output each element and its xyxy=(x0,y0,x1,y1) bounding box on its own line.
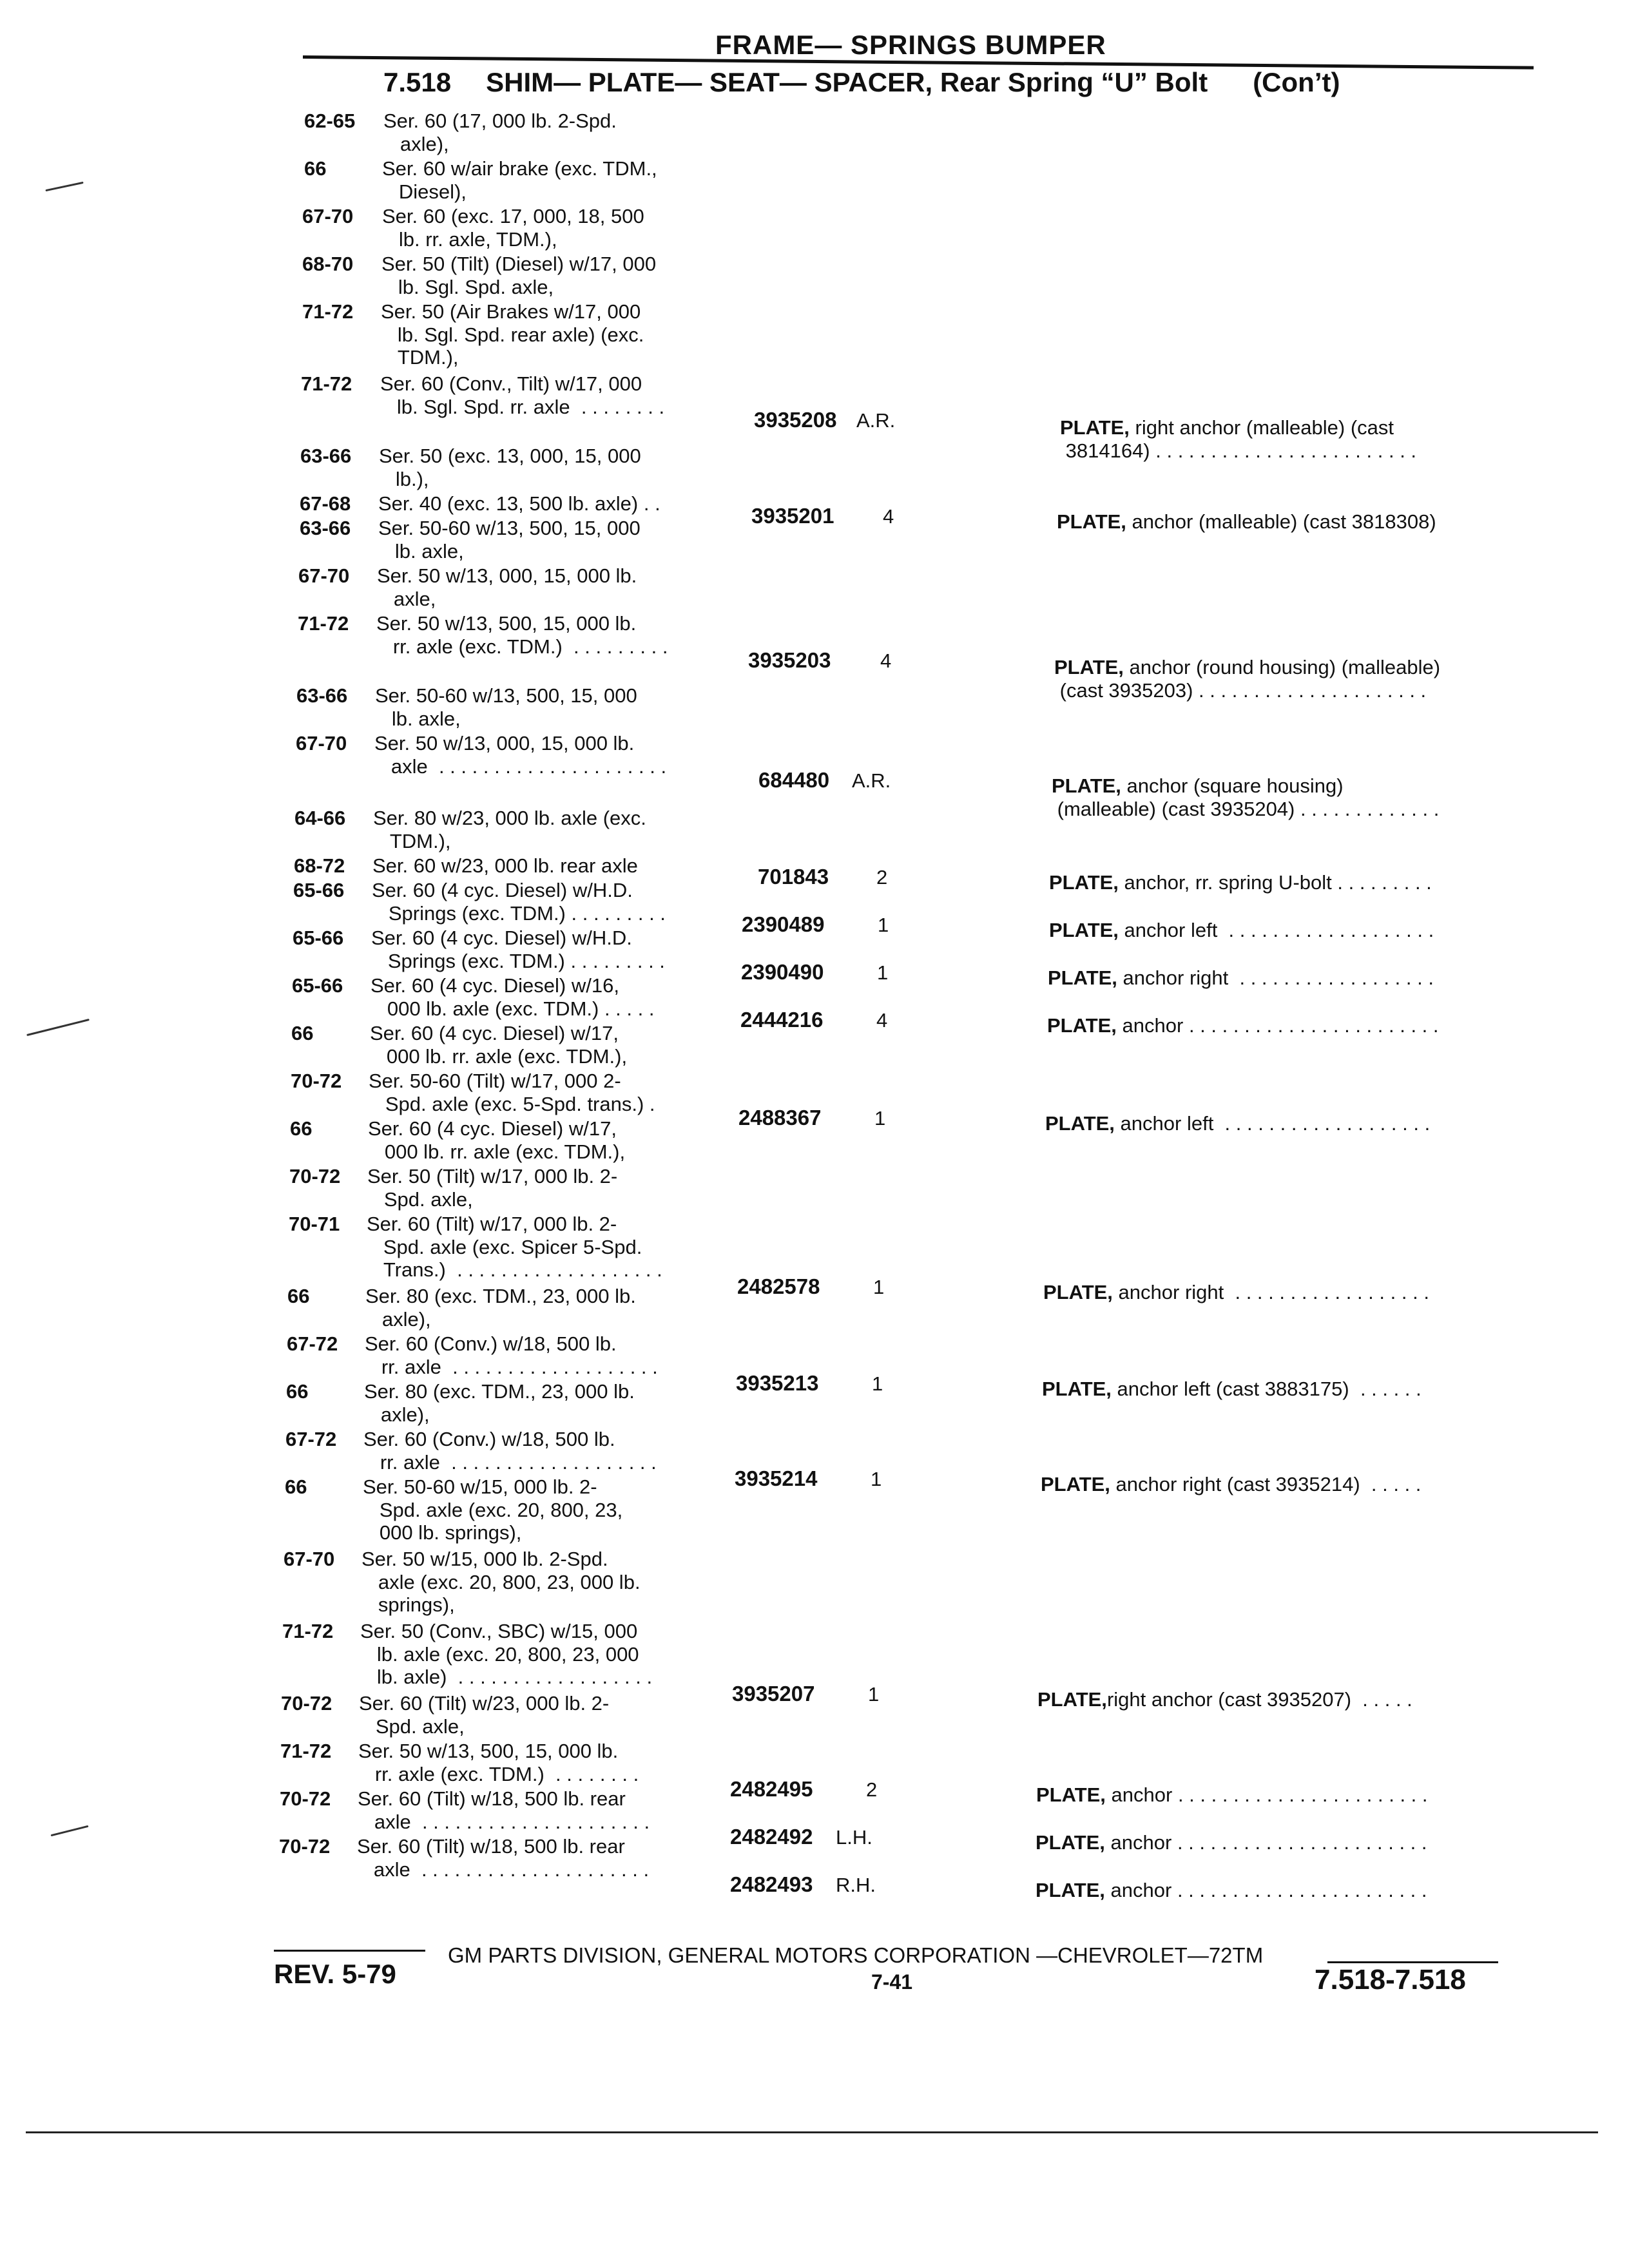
row-year: 66 xyxy=(285,1475,307,1498)
part-description: PLATE, anchor left . . . . . . . . . . . . . . . . . . . xyxy=(1049,919,1434,941)
footer-rule-right xyxy=(1327,1961,1498,1963)
row-year: 67-70 xyxy=(298,564,350,587)
part-description: PLATE, anchor right . . . . . . . . . . . . . . . . . . xyxy=(1043,1281,1429,1303)
part-quantity: 4 xyxy=(883,505,894,528)
row-year: 65-66 xyxy=(293,879,345,901)
footer-section-range: 7.518-7.518 xyxy=(1315,1964,1466,1995)
part-description: PLATE, anchor . . . . . . . . . . . . . . . . . . . . . . . xyxy=(1047,1014,1439,1037)
part-description: PLATE, anchor . . . . . . . . . . . . . . . . . . . . . . . xyxy=(1036,1879,1427,1901)
row-description: Ser. 50 w/13, 500, 15, 000 lb. rr. axle (exc. TDM.) . . . . . . . . . xyxy=(376,612,668,658)
row-year: 66 xyxy=(290,1117,313,1140)
part-number: 3935201 xyxy=(751,504,834,528)
row-year: 70-72 xyxy=(291,1070,342,1092)
row-description: Ser. 50 w/15, 000 lb. 2-Spd. axle (exc. 20, 800, 23, 000 lb. springs), xyxy=(361,1548,641,1616)
part-description: PLATE, anchor left (cast 3883175) . . . . . . xyxy=(1042,1378,1422,1400)
scan-edge-rule xyxy=(26,2131,1598,2133)
row-description: Ser. 60 (Tilt) w/23, 000 lb. 2- Spd. axle, xyxy=(359,1692,610,1738)
part-quantity: R.H. xyxy=(836,1874,876,1896)
row-description: Ser. 60 (4 cyc. Diesel) w/16, 000 lb. axle (exc. TDM.) . . . . . xyxy=(371,974,655,1020)
row-year: 66 xyxy=(286,1380,309,1403)
row-description: Ser. 60 (4 cyc. Diesel) w/H.D. Springs (exc. TDM.) . . . . . . . . . xyxy=(371,927,665,972)
row-year: 67-70 xyxy=(302,205,354,227)
part-number: 684480 xyxy=(758,768,830,792)
row-description: Ser. 60 (exc. 17, 000, 18, 500 lb. rr. axle, TDM.), xyxy=(382,205,644,251)
part-number: 3935203 xyxy=(748,648,831,672)
row-description: Ser. 60 (Tilt) w/18, 500 lb. rear axle . . . . . . . . . . . . . . . . . . . . . xyxy=(358,1787,650,1833)
row-year: 71-72 xyxy=(301,372,352,395)
footer-rule-left xyxy=(274,1950,425,1952)
part-quantity: 1 xyxy=(868,1683,880,1706)
row-year: 70-72 xyxy=(280,1787,331,1810)
row-year: 71-72 xyxy=(302,300,354,323)
row-description: Ser. 50 (Air Brakes w/17, 000 lb. Sgl. Spd. rear axle) (exc. TDM.), xyxy=(381,300,644,369)
part-description: PLATE, anchor . . . . . . . . . . . . . . . . . . . . . . . xyxy=(1036,1783,1428,1806)
footer-page-number: 7-41 xyxy=(871,1970,913,1994)
row-year: 63-66 xyxy=(296,684,348,707)
row-year: 70-71 xyxy=(289,1213,340,1235)
part-description: PLATE,right anchor (cast 3935207) . . . . . xyxy=(1037,1688,1412,1711)
row-year: 62-65 xyxy=(304,110,356,132)
row-description: Ser. 60 (Tilt) w/18, 500 lb. rear axle . . . . . . . . . . . . . . . . . . . . . xyxy=(357,1835,650,1881)
part-number: 3935208 xyxy=(754,408,837,432)
footer-corporation: GM PARTS DIVISION, GENERAL MOTORS CORPORATION —CHEVROLET—72TM xyxy=(448,1943,1264,1967)
row-year: 63-66 xyxy=(300,517,351,539)
row-description: Ser. 80 (exc. TDM., 23, 000 lb. axle), xyxy=(364,1380,635,1426)
row-year: 71-72 xyxy=(280,1740,332,1762)
part-number: 2482493 xyxy=(730,1872,813,1896)
footer-revision: REV. 5-79 xyxy=(274,1959,396,1989)
part-description: PLATE, anchor (square housing) (malleable) (cast 3935204) . . . . . . . . . . . . . xyxy=(1052,774,1440,820)
row-description: Ser. 50 (Tilt) w/17, 000 lb. 2- Spd. axle, xyxy=(367,1165,618,1211)
row-year: 67-72 xyxy=(285,1428,337,1450)
part-quantity: A.R. xyxy=(856,409,896,432)
section-continued: (Con’t) xyxy=(1253,67,1340,97)
row-description: Ser. 50 w/13, 500, 15, 000 lb. rr. axle (exc. TDM.) . . . . . . . . xyxy=(358,1740,639,1785)
row-year: 70-72 xyxy=(279,1835,331,1858)
row-year: 68-72 xyxy=(294,854,345,877)
row-description: Ser. 60 (Conv.) w/18, 500 lb. rr. axle . . . . . . . . . . . . . . . . . . . xyxy=(363,1428,657,1474)
part-quantity: 4 xyxy=(876,1009,888,1032)
row-description: Ser. 60 (Conv., Tilt) w/17, 000 lb. Sgl. Spd. rr. axle . . . . . . . . xyxy=(380,372,665,418)
part-quantity: 1 xyxy=(877,961,889,984)
row-year: 66 xyxy=(304,157,327,180)
part-description: PLATE, anchor right (cast 3935214) . . . . . xyxy=(1041,1473,1422,1495)
part-number: 2482578 xyxy=(737,1274,820,1298)
part-quantity: 1 xyxy=(878,914,889,936)
part-quantity: 1 xyxy=(873,1276,885,1298)
row-description: Ser. 60 (4 cyc. Diesel) w/H.D. Springs (exc. TDM.) . . . . . . . . . xyxy=(372,879,666,925)
row-description: Ser. 50-60 w/15, 000 lb. 2- Spd. axle (exc. 20, 800, 23, 000 lb. springs), xyxy=(363,1475,623,1544)
part-number: 2444216 xyxy=(740,1008,824,1032)
part-quantity: 1 xyxy=(871,1468,882,1490)
row-year: 67-70 xyxy=(296,732,347,754)
row-description: Ser. 80 (exc. TDM., 23, 000 lb. axle), xyxy=(365,1285,636,1331)
row-description: Ser. 50-60 w/13, 500, 15, 000 lb. axle, xyxy=(375,684,637,730)
scan-mark xyxy=(51,1825,89,1836)
row-description: Ser. 60 (Conv.) w/18, 500 lb. rr. axle . . . . . . . . . . . . . . . . . . . xyxy=(365,1332,658,1378)
part-description: PLATE, anchor left . . . . . . . . . . . . . . . . . . . xyxy=(1045,1112,1431,1135)
part-description: PLATE, right anchor (malleable) (cast 3814164) . . . . . . . . . . . . . . . . . . . . . . . . xyxy=(1060,416,1417,462)
part-number: 701843 xyxy=(758,865,829,889)
row-year: 68-70 xyxy=(302,253,354,275)
row-description: Ser. 50 (exc. 13, 000, 15, 000 lb.), xyxy=(379,445,641,490)
part-number: 2390489 xyxy=(742,912,825,936)
part-number: 2482492 xyxy=(730,1825,813,1849)
row-description: Ser. 60 w/23, 000 lb. rear axle xyxy=(372,854,638,877)
row-year: 70-72 xyxy=(281,1692,333,1715)
row-year: 66 xyxy=(287,1285,310,1307)
row-description: Ser. 80 w/23, 000 lb. axle (exc. TDM.), xyxy=(373,807,646,852)
row-year: 63-66 xyxy=(300,445,352,467)
row-description: Ser. 60 (Tilt) w/17, 000 lb. 2- Spd. axle (exc. Spicer 5-Spd. Trans.) . . . . . . . . . . . . . . . . . . . xyxy=(367,1213,662,1281)
row-description: Ser. 40 (exc. 13, 500 lb. axle) . . xyxy=(378,492,660,515)
scan-mark xyxy=(45,182,83,191)
row-year: 71-72 xyxy=(282,1620,334,1642)
part-quantity: 2 xyxy=(876,866,888,889)
part-quantity: 2 xyxy=(866,1778,878,1801)
scan-mark xyxy=(26,1019,90,1036)
part-quantity: A.R. xyxy=(852,769,891,792)
part-description: PLATE, anchor right . . . . . . . . . . . . . . . . . . xyxy=(1048,966,1434,989)
row-description: Ser. 50-60 (Tilt) w/17, 000 2- Spd. axle (exc. 5-Spd. trans.) . xyxy=(369,1070,655,1115)
row-description: Ser. 50 (Tilt) (Diesel) w/17, 000 lb. Sgl. Spd. axle, xyxy=(381,253,657,298)
page-header-title: FRAME— SPRINGS BUMPER xyxy=(715,30,1106,60)
part-number: 2390490 xyxy=(741,960,824,984)
row-description: Ser. 50 w/13, 000, 15, 000 lb. axle, xyxy=(377,564,637,610)
part-quantity: 1 xyxy=(872,1372,883,1395)
row-year: 65-66 xyxy=(293,927,344,949)
row-description: Ser. 50 (Conv., SBC) w/15, 000 lb. axle (exc. 20, 800, 23, 000 lb. axle) . . . . . . . . . . . . . . . . . . xyxy=(360,1620,653,1688)
row-description: Ser. 60 (17, 000 lb. 2-Spd. axle), xyxy=(383,110,617,155)
row-year: 65-66 xyxy=(292,974,343,997)
part-quantity: 1 xyxy=(874,1107,886,1129)
row-year: 67-70 xyxy=(284,1548,335,1570)
row-year: 70-72 xyxy=(289,1165,341,1187)
part-description: PLATE, anchor (round housing) (malleable) (cast 3935203) . . . . . . . . . . . . . . . . . . . . . xyxy=(1054,656,1441,702)
row-year: 67-72 xyxy=(287,1332,338,1355)
part-description: PLATE, anchor . . . . . . . . . . . . . . . . . . . . . . . xyxy=(1036,1831,1427,1854)
section-number: 7.518 xyxy=(383,67,452,97)
row-description: Ser. 50-60 w/13, 500, 15, 000 lb. axle, xyxy=(378,517,641,562)
row-year: 67-68 xyxy=(300,492,351,515)
row-year: 66 xyxy=(291,1022,314,1044)
part-description: PLATE, anchor, rr. spring U-bolt . . . . . . . . . xyxy=(1049,871,1432,894)
part-number: 2488367 xyxy=(738,1106,822,1129)
part-description: PLATE, anchor (malleable) (cast 3818308) xyxy=(1057,510,1436,533)
section-title: SHIM— PLATE— SEAT— SPACER, Rear Spring “U” Bolt xyxy=(486,67,1208,97)
part-number: 3935207 xyxy=(732,1682,815,1706)
row-description: Ser. 60 (4 cyc. Diesel) w/17, 000 lb. rr. axle (exc. TDM.), xyxy=(370,1022,628,1068)
section-heading xyxy=(383,67,1340,98)
row-year: 71-72 xyxy=(298,612,349,635)
part-number: 3935213 xyxy=(736,1371,819,1395)
part-quantity: L.H. xyxy=(836,1826,872,1849)
row-description: Ser. 60 (4 cyc. Diesel) w/17, 000 lb. rr. axle (exc. TDM.), xyxy=(368,1117,626,1163)
part-number: 2482495 xyxy=(730,1777,813,1801)
row-year: 64-66 xyxy=(294,807,346,829)
row-description: Ser. 50 w/13, 000, 15, 000 lb. axle . . . . . . . . . . . . . . . . . . . . . xyxy=(374,732,667,778)
row-description: Ser. 60 w/air brake (exc. TDM., Diesel), xyxy=(382,157,657,203)
part-number: 3935214 xyxy=(735,1466,818,1490)
part-quantity: 4 xyxy=(880,649,892,672)
